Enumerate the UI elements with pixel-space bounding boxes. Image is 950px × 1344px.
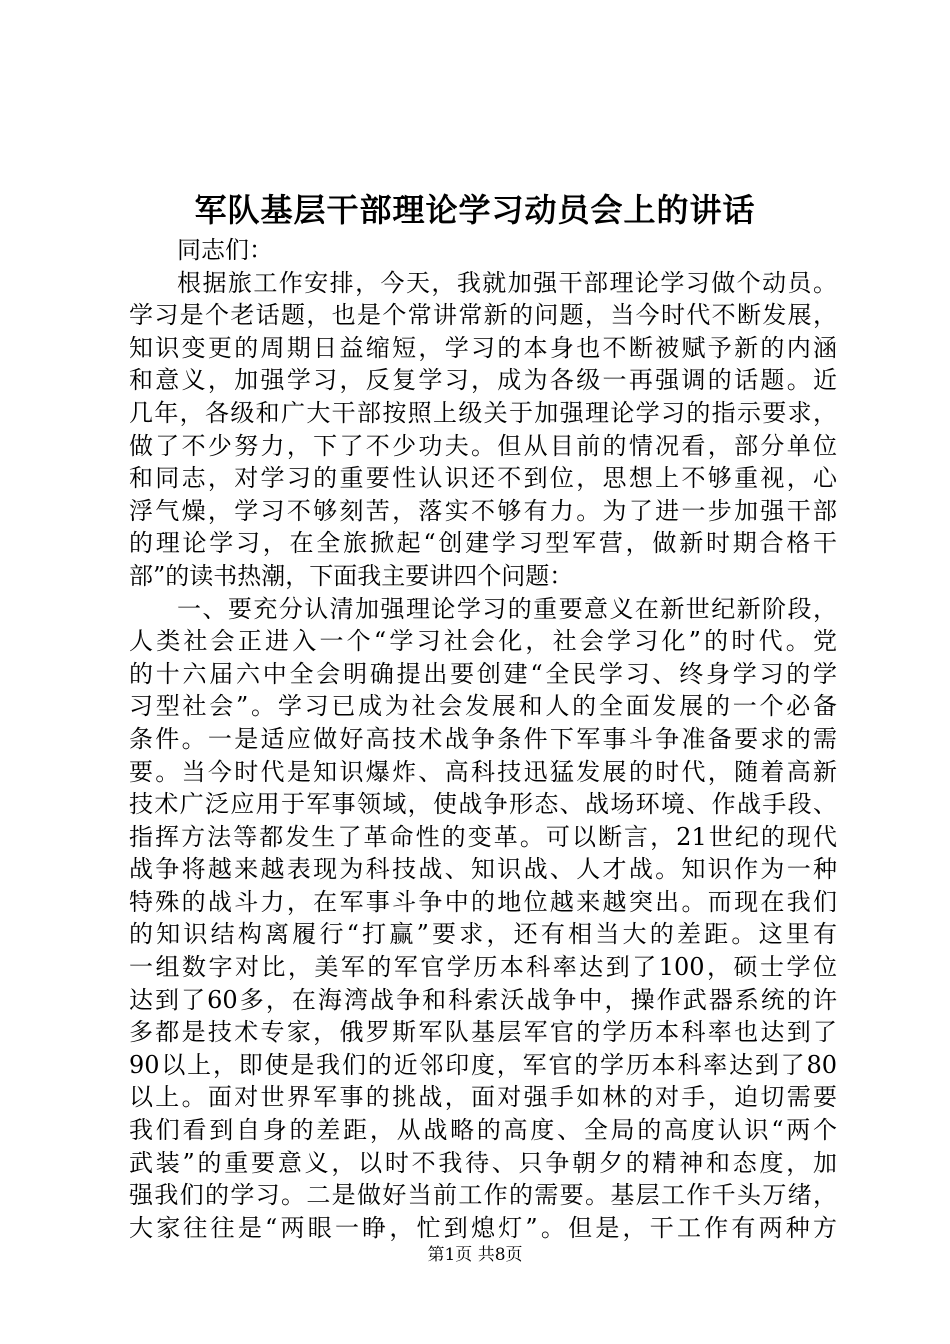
body-line: 部”的读书热潮，下面我主要讲四个问题： bbox=[129, 561, 574, 590]
body-lines bbox=[129, 267, 837, 1245]
document-body bbox=[129, 234, 837, 1244]
body-line: 一、要充分认清加强理论学习的重要意义在新世纪新阶段， bbox=[177, 594, 837, 623]
body-line: 条件。一是适应做好高技术战争条件下军事斗争准备要求的需 bbox=[129, 724, 837, 753]
body-line: 多都是技术专家，俄罗斯军队基层军官的学历本科率也达到了 bbox=[129, 1018, 837, 1047]
body-line: 做了不少努力，下了不少功夫。但从目前的情况看，部分单位 bbox=[129, 431, 837, 460]
body-line: 和同志，对学习的重要性认识还不到位，思想上不够重视，心 bbox=[129, 464, 837, 493]
body-line: 浮气燥，学习不够刻苦，落实不够有力。为了进一步加强干部 bbox=[129, 496, 837, 525]
body-line: 我们看到自身的差距，从战略的高度、全局的高度认识“两个 bbox=[129, 1116, 837, 1145]
body-line: 几年，各级和广大干部按照上级关于加强理论学习的指示要求， bbox=[129, 398, 837, 427]
body-line: 以上。面对世界军事的挑战，面对强手如林的对手，迫切需要 bbox=[129, 1083, 837, 1112]
page-indicator: 第1页 共8页 bbox=[427, 1245, 523, 1265]
body-line: 习型社会”。学习已成为社会发展和人的全面发展的一个必备 bbox=[129, 692, 837, 721]
body-line: 学习是个老话题，也是个常讲常新的问题，当今时代不断发展， bbox=[129, 301, 837, 330]
body-line: 技术广泛应用于军事领域，使战争形态、战场环境、作战手段、 bbox=[129, 790, 837, 819]
body-line: 的十六届六中全会明确提出要创建“全民学习、终身学习的学 bbox=[129, 659, 837, 688]
body-line: 人类社会正进入一个“学习社会化，社会学习化”的时代。党 bbox=[129, 627, 837, 656]
body-line: 和意义，加强学习，反复学习，成为各级一再强调的话题。近 bbox=[129, 366, 837, 395]
body-line: 根据旅工作安排，今天，我就加强干部理论学习做个动员。 bbox=[177, 268, 837, 297]
body-line: 知识变更的周期日益缩短，学习的本身也不断被赋予新的内涵 bbox=[129, 333, 837, 362]
body-line: 武装”的重要意义，以时不我待、只争朝夕的精神和态度，加 bbox=[129, 1148, 837, 1177]
body-line: 90以上，即使是我们的近邻印度，军官的学历本科率达到了80 bbox=[129, 1050, 837, 1079]
document-title: 军队基层干部理论学习动员会上的讲话 bbox=[194, 191, 756, 229]
body-line: 要。当今时代是知识爆炸、高科技迅猛发展的时代，随着高新 bbox=[129, 757, 837, 786]
salutation: 同志们： bbox=[177, 236, 273, 264]
body-line: 指挥方法等都发生了革命性的变革。可以断言，21世纪的现代 bbox=[129, 822, 837, 851]
body-line: 特殊的战斗力，在军事斗争中的地位越来越突出。而现在我们 bbox=[129, 887, 837, 916]
body-line: 大家往往是“两眼一睁，忙到熄灯”。但是，干工作有两种方 bbox=[129, 1213, 837, 1242]
body-line: 强我们的学习。二是做好当前工作的需要。基层工作千头万绪， bbox=[129, 1181, 837, 1210]
body-line: 的知识结构离履行“打赢”要求，还有相当大的差距。这里有 bbox=[129, 920, 837, 949]
body-line: 达到了60多，在海湾战争和科索沃战争中，操作武器系统的许 bbox=[129, 985, 837, 1014]
body-line: 战争将越来越表现为科技战、知识战、人才战。知识作为一种 bbox=[129, 855, 837, 884]
body-line: 一组数字对比，美军的军官学历本科率达到了100，硕士学位 bbox=[129, 953, 837, 982]
body-line: 的理论学习，在全旅掀起“创建学习型军营，做新时期合格干 bbox=[129, 529, 837, 558]
